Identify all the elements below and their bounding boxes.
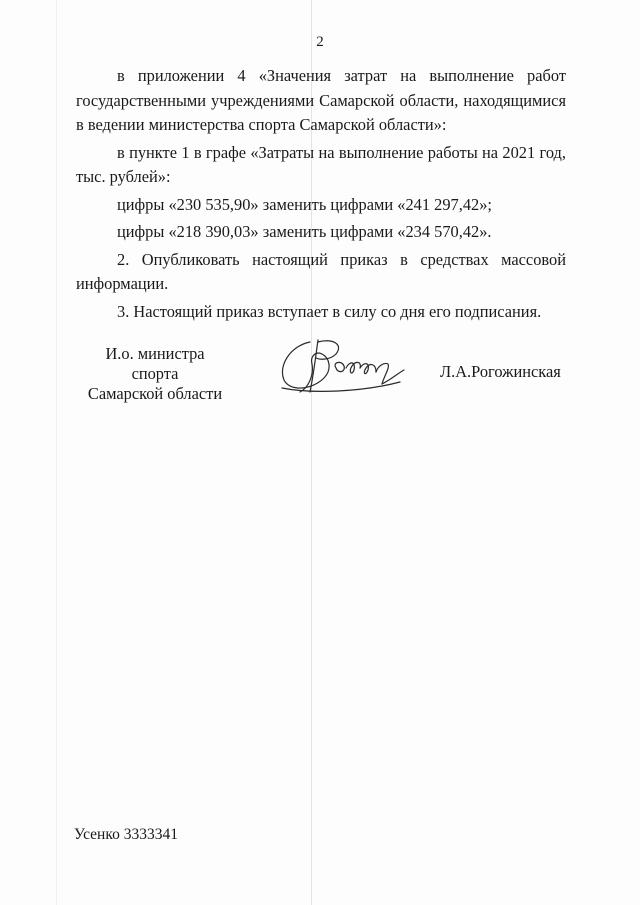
author-phone: Усенко 3333341 [74, 826, 178, 843]
document-body [76, 64, 566, 327]
signatory-title [80, 344, 230, 404]
scan-edge [56, 0, 57, 905]
paragraph-figures-2: цифры «218 390,03» заменить цифрами «234 570,42». [117, 222, 492, 241]
signatory-title-line2: Самарской области [87, 384, 223, 403]
signatory-name: Л.А.Рогожинская [440, 362, 561, 381]
paragraph-publish: 2. Опубликовать настоящий приказ в средствах массовой информации. [76, 249, 566, 293]
paragraph-appendix-4: в приложении 4 «Значения затрат на выполнение работ государственными учреждениями Самарской области, находящимися в ведении министерства спорта Самарской области»: [76, 66, 566, 134]
signature-block [0, 340, 640, 403]
signatory-title-line1: И.о. министра спорта [105, 344, 205, 383]
paragraph-figures-1: цифры «230 535,90» заменить цифрами «241 297,42»; [117, 194, 492, 214]
paragraph-point-1: в пункте 1 в графе «Затраты на выполнение работы на 2021 год, тыс. рублей»: [76, 142, 566, 186]
page-number: 2 [316, 34, 324, 50]
handwritten-signature-icon [272, 332, 422, 398]
paragraph-effective: 3. Настоящий приказ вступает в силу со дня его подписания. [117, 301, 542, 321]
